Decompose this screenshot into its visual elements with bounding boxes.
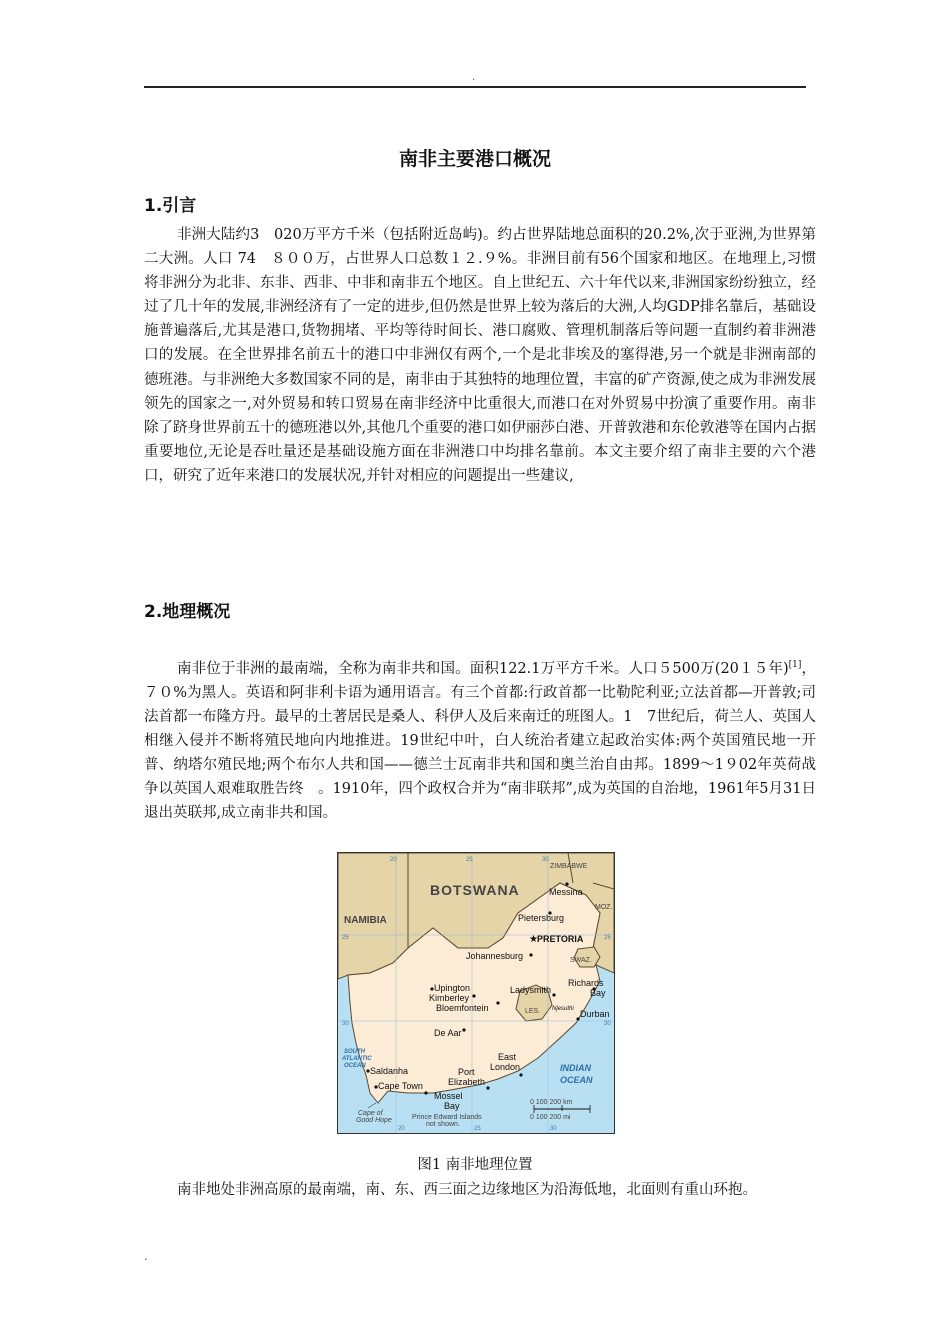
label-bloemfontein: Bloemfontein [436, 1003, 489, 1013]
label-les: LES. [525, 1008, 541, 1015]
dot-johannesburg [529, 953, 532, 956]
label-de-aar: De Aar [434, 1028, 462, 1038]
label-mossel-bay: Bay [444, 1101, 460, 1111]
label-port: Port [458, 1067, 475, 1077]
label-london: London [490, 1062, 521, 1072]
dot-mossel-bay [424, 1091, 427, 1094]
label-pietersburg: Pietersburg [518, 913, 565, 923]
label-good-hope: Good Hope [356, 1117, 392, 1124]
label-moz: MOZ. [595, 904, 613, 911]
label-bay: Bay [590, 988, 606, 998]
label-ocean-atlantic: OCEAN [344, 1063, 366, 1069]
grid-left-30: 30 [342, 1021, 349, 1027]
label-botswana: BOTSWANA [430, 882, 520, 898]
scale-mi: 0 100 200 mi [530, 1114, 571, 1121]
grid-bottom-25: 25 [474, 1126, 481, 1132]
geography-text-part2: ，７０%为黑人。英语和阿非利卡语为通用语言。有三个首都:行政首都一比勒陀利亚;立法首都—开普敦;司法首都一布隆方丹。最早的土著居民是桑人、科伊人及后来南迁的班图人。1 7世纪后，荷兰人、英国人相继入侵并不断将殖民地向内地推进。19世纪中叶，白人统治者建立起政治实体:两个英国殖民地一开普、纳塔尔殖民地;两个布尔人共和国——德兰士瓦南非共和国和奥兰治自由邦。1899～1９02年英荷战争以英国人艰难取胜告终 。1910年，四个政权合并为“南非联邦”,成为英国的自治地，1961年5月31日退出英联邦,成立南非共和国。 [144, 660, 816, 822]
label-saldanha: Saldanha [370, 1066, 409, 1076]
dot-bloemfontein [496, 1001, 499, 1004]
geography-text-part1: 南非位于非洲的最南端，全称为南非共和国。面积122.1万平方千米。人口５500万(20１５年) [177, 660, 789, 677]
header-dot: . [472, 72, 476, 83]
label-cape-town: Cape Town [378, 1081, 423, 1091]
label-mossel: Mossel [434, 1091, 463, 1101]
label-ladysmith: Ladysmith [510, 985, 552, 995]
capital-star-icon: ★ [529, 934, 538, 945]
footer-dot: . [144, 1250, 148, 1263]
figure-caption: 图1 南非地理位置 [417, 1157, 533, 1173]
label-cape-of: Cape of [358, 1110, 383, 1117]
grid-bottom-30: 30 [550, 1126, 557, 1132]
dot-ladysmith [552, 993, 555, 996]
dot-east-london [519, 1073, 522, 1076]
label-kimberley: Kimberley [429, 993, 470, 1003]
label-durban: Durban [580, 1009, 610, 1019]
intro-paragraph: 非洲大陆约3 020万平方千米（包括附近岛屿)。约占世界陆地总面积的20.2%,次于亚洲,为世界第二大洲。人口 74 ８００万，占世界人口总数１２.９%。非洲目前有56个国家和地区。在地理上,习惯将非洲分为北非、东非、西非、中非和南非五个地区。自上世纪五、六十年代以来,非洲国家纷纷独立，经过了几十年的发展,非洲经济有了一定的进步,但仍然是世界上较为落后的大洲,人均GDP排名靠后，基础设施普遍落后,尤其是港口,货物拥堵、平均等待时间长、港口腐败、管理机制落后等问题一直制约着非洲港口的发展。在全世界排名前五十的港口中非洲仅有两个,一个是北非埃及的塞得港,另一个就是非洲南部的德班港。与非洲绝大多数国家不同的是，南非由于其独特的地理位置，丰富的矿产资源,使之成为非洲发展领先的国家之一,对外贸易和转口贸易在南非经济中比重很大,而港口在对外贸易中扮演了重要作用。南非除了跻身世界前五十的德班港以外,其他几个重要的港口如伊丽莎白港、开普敦港和东伦敦港等在国内占据重要地位,无论是吞吐量还是基础设施方面在非洲港口中均排名靠前。本文主要介绍了南非主要的六个港口，研究了近年来港口的发展状况,并针对相应的问题提出一些建议, [144, 227, 816, 484]
label-upington: Upington [434, 983, 471, 993]
label-elizabeth: Elizabeth [448, 1077, 486, 1087]
grid-top-20: 20 [390, 857, 397, 863]
label-ocean-indian: OCEAN [560, 1075, 593, 1085]
label-messina: Messina [549, 887, 583, 897]
label-pretoria: PRETORIA [537, 934, 584, 944]
section-heading-introduction: 1.引言 [144, 196, 197, 216]
paragraph-after-figure: 南非地处非洲高原的最南端，南、东、西三面之边缘地区为沿海低地，北面则有重山环抱。 [177, 1182, 757, 1198]
label-swaz: SWAZ. [570, 957, 592, 964]
grid-bottom-20: 20 [398, 1126, 405, 1132]
label-zimbabwe: ZIMBABWE [550, 863, 588, 870]
grid-right-25: 25 [604, 935, 611, 941]
citation-ref: [1] [788, 660, 802, 670]
dot-kimberley [472, 994, 475, 997]
label-atlantic: ATLANTIC [342, 1056, 372, 1062]
dot-messina [565, 882, 568, 885]
grid-top-30: 30 [542, 857, 549, 863]
label-south: SOUTH [344, 1049, 365, 1055]
label-namibia: NAMIBIA [344, 915, 387, 926]
south-africa-map [337, 852, 615, 1134]
grid-left-25: 25 [342, 935, 349, 941]
label-east: East [498, 1052, 517, 1062]
page-title: 南非主要港口概况 [398, 148, 551, 170]
grid-top-25: 25 [466, 857, 473, 863]
note-line-2: not shown. [426, 1121, 460, 1128]
grid-right-30: 30 [604, 1021, 611, 1027]
geography-paragraph [144, 653, 816, 825]
section-heading-geography: 2.地理概况 [144, 602, 231, 622]
label-richards: Richards [568, 978, 604, 988]
header-rule [144, 86, 806, 88]
dot-de-aar [462, 1028, 465, 1031]
label-njesuthi: Njesuthi [552, 1006, 574, 1012]
dot-port-elizabeth [486, 1086, 489, 1089]
label-indian: INDIAN [560, 1063, 591, 1073]
map-svg [338, 853, 614, 1133]
label-johannesburg: Johannesburg [466, 951, 524, 961]
scale-km: 0 100 200 km [530, 1099, 573, 1106]
note-line-1: Prince Edward Islands [412, 1114, 482, 1121]
